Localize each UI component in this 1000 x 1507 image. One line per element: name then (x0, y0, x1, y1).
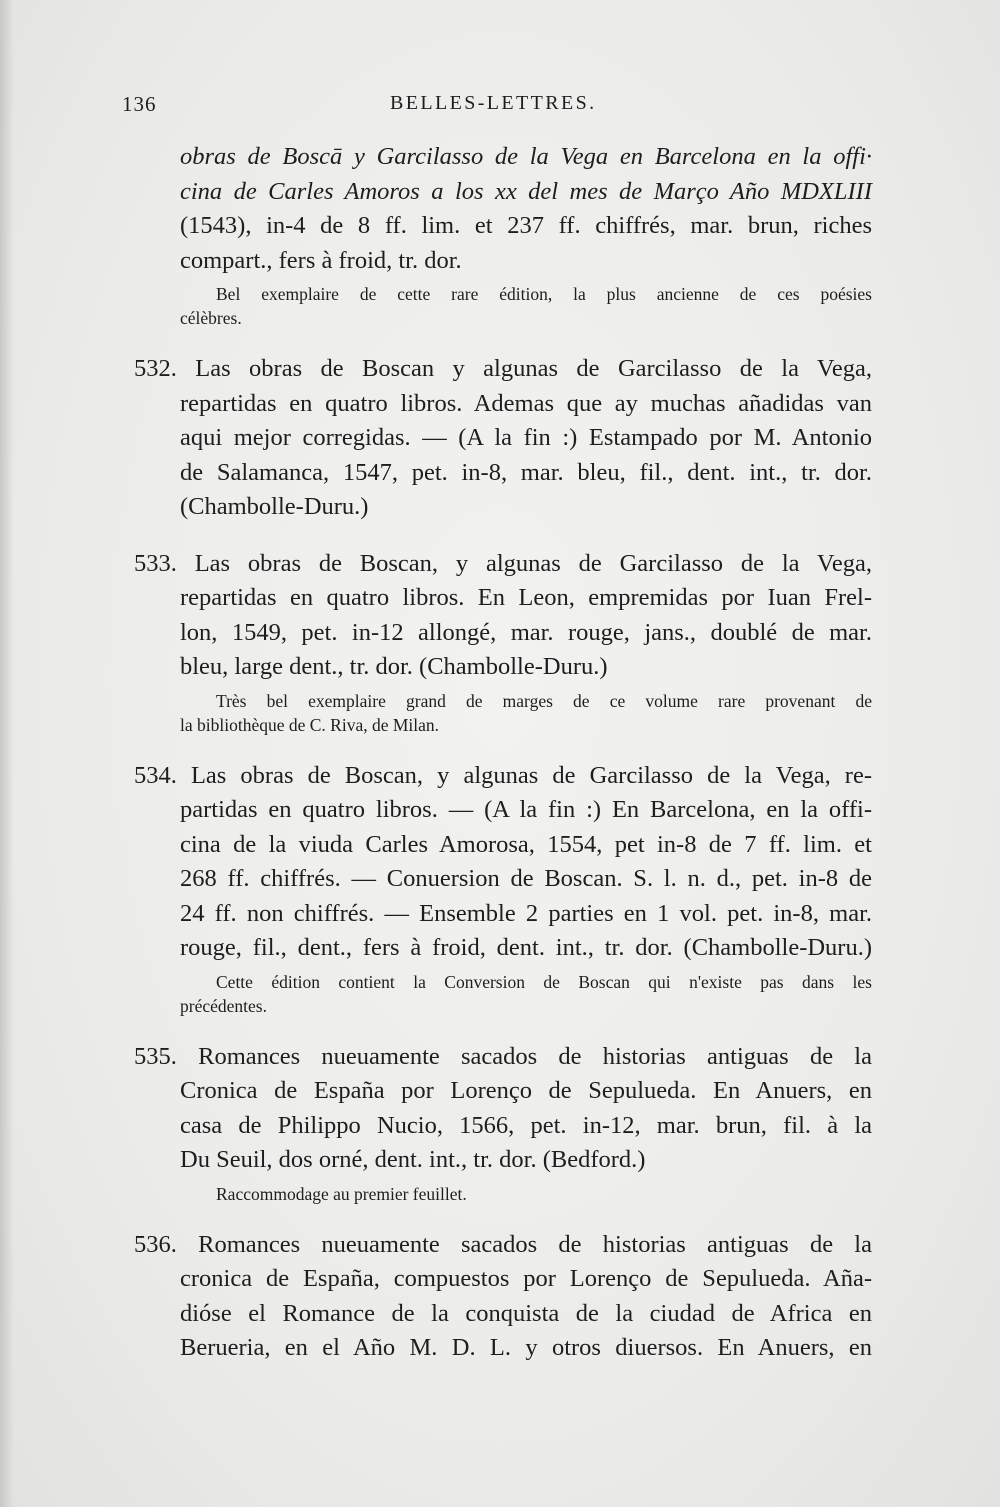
entry-line: dióse el Romance de la conquista de la ciudad de Africa en (180, 1299, 872, 1327)
entry-note (180, 689, 872, 737)
entry-533 (134, 547, 872, 737)
running-title: BELLES-LETTRES. (390, 92, 597, 114)
entry-line: 268 ff. chiffrés. — Conuersion de Boscan. S. l. n. d., pet. in-8 de (180, 865, 872, 892)
entry-536 (134, 1228, 872, 1366)
entry-line: 535. Romances nueuamente sacados de historias antiguas de la (134, 1042, 872, 1070)
entry-line: repartidas en quatro libros. Ademas que ay muchas añadidas van (180, 389, 872, 417)
note-line: Cette édition contient la Conversion de Boscan qui n'existe pas dans les (216, 971, 872, 992)
entry-line: 24 ff. non chiffrés. — Ensemble 2 parties en 1 vol. pet. in-8, mar. (180, 899, 872, 927)
note-line: célèbres. (180, 308, 242, 328)
entry-line: obras de Boscā y Garcilasso de la Vega en Barcelona en la offi· (180, 143, 872, 170)
note-line: Très bel exemplaire grand de marges de ce volume rare provenant de (216, 690, 872, 711)
entry-line: de Salamanca, 1547, pet. in-8, mar. bleu, fil., dent. int., tr. dor. (180, 458, 872, 486)
entry-note (180, 970, 872, 1018)
entry-line: 534. Las obras de Boscan, y algunas de Garcilasso de la Vega, re- (134, 761, 872, 789)
entry-line: lon, 1549, pet. in-12 allongé, mar. rouge, jans., doublé de mar. (180, 618, 872, 646)
entry-531-continuation (180, 140, 872, 330)
entry-line: cina de la viuda Carles Amorosa, 1554, pet in-8 de 7 ff. lim. et (180, 830, 872, 858)
entry-534 (134, 759, 872, 1018)
entry-line: 532. Las obras de Boscan y algunas de Garcilasso de la Vega, (134, 355, 872, 382)
entry-line: bleu, large dent., tr. dor. (Chambolle-Duru.) (180, 653, 608, 680)
entry-535 (134, 1040, 872, 1206)
entry-line: repartidas en quatro libros. En Leon, empremidas por Iuan Frel- (180, 584, 872, 611)
entry-line: partidas en quatro libros. — (A la fin :) En Barcelona, en la offi- (180, 796, 872, 823)
entry-note (180, 282, 872, 330)
entry-line: (1543), in-4 de 8 ff. lim. et 237 ff. chiffrés, mar. brun, riches (180, 212, 872, 239)
entry-line: Du Seuil, dos orné, dent. int., tr. dor. (Bedford.) (180, 1146, 646, 1173)
entry-line: Cronica de España por Lorenço de Sepulueda. En Anuers, en (180, 1077, 872, 1104)
entry-line: rouge, fil., dent., fers à froid, dent. int., tr. dor. (Chambolle-Duru.) (180, 934, 872, 961)
entry-line: (Chambolle-Duru.) (180, 493, 369, 520)
entry-line: 533. Las obras de Boscan, y algunas de Garcilasso de la Vega, (134, 549, 872, 577)
page-header (122, 92, 872, 122)
entry-line: casa de Philippo Nucio, 1566, pet. in-12, mar. brun, fil. à la (180, 1111, 872, 1139)
entry-note (180, 1182, 872, 1206)
note-line: Raccommodage au premier feuillet. (216, 1183, 467, 1204)
catalogue-body (134, 140, 872, 1366)
note-line: Bel exemplaire de cette rare édition, la plus ancienne de ces poésies (216, 284, 872, 304)
entry-532 (134, 352, 872, 525)
entry-line: cronica de España, compuestos por Lorenço de Sepulueda. Aña- (180, 1265, 872, 1292)
note-line: la bibliothèque de C. Riva, de Milan. (180, 714, 440, 735)
entry-line: compart., fers à froid, tr. dor. (180, 246, 462, 274)
entry-line: cina de Carles Amoros a los xx del mes de Março Año MDXLIII (180, 177, 872, 205)
note-line: précédentes. (180, 995, 267, 1016)
page-number: 136 (122, 92, 157, 116)
entry-line: Berueria, en el Año M. D. L. y otros diuersos. En Anuers, en (180, 1334, 872, 1361)
entry-line: 536. Romances nueuamente sacados de historias antiguas de la (134, 1230, 872, 1258)
entry-line: aqui mejor corregidas. — (A la fin :) Estampado por M. Antonio (180, 424, 872, 451)
page-gutter-shadow (0, 0, 14, 1507)
